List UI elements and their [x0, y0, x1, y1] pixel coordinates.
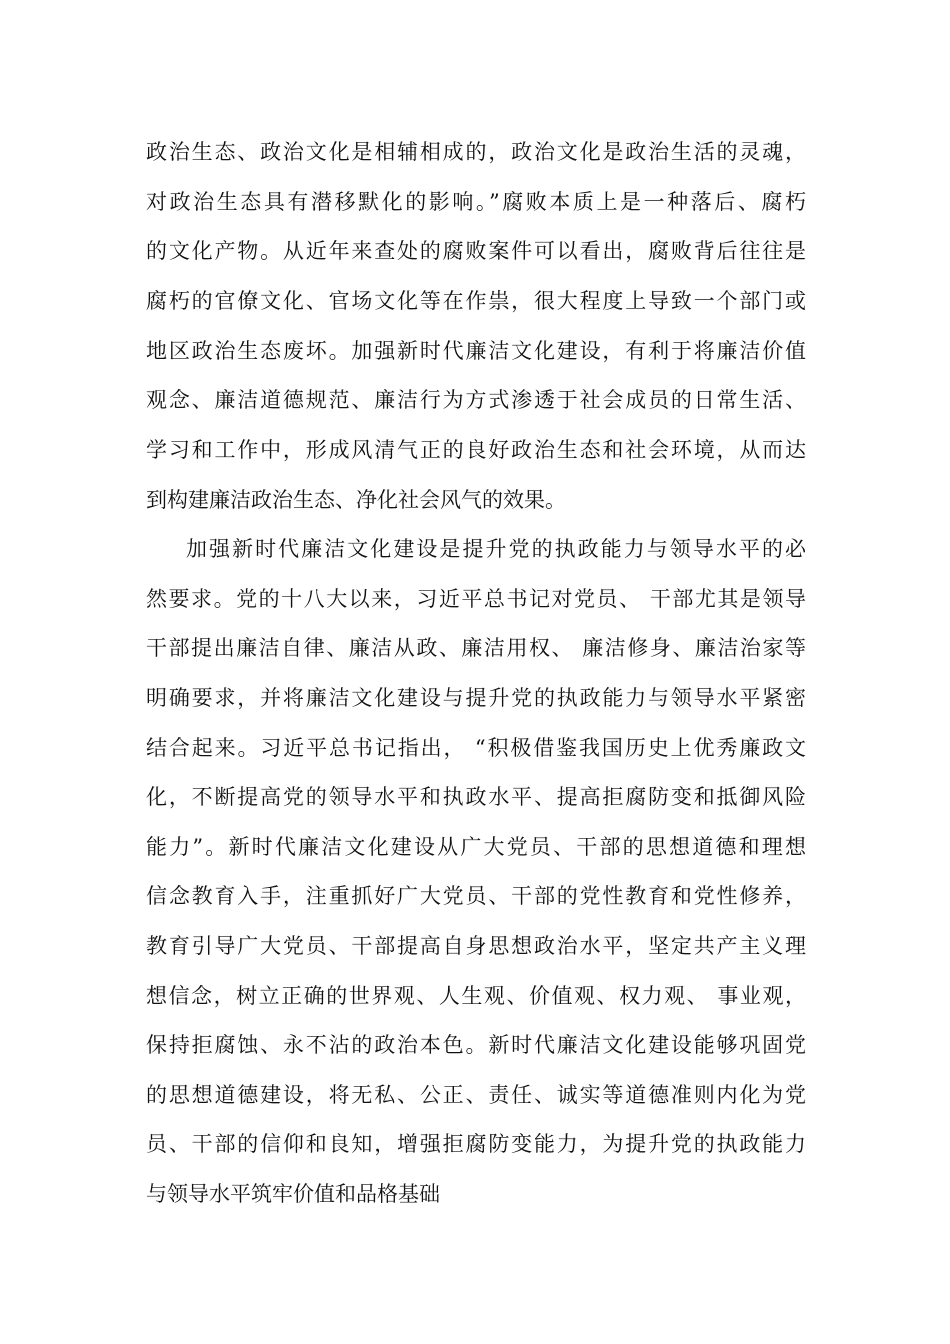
paragraph-1-line-1: 政治生态、政治文化是相辅相成的，政治文化是政治生活的灵魂，	[146, 140, 806, 164]
paragraph-2-line-8: 信念教育入手，注重抓好广大党员、干部的党性教育和党性修养，	[146, 884, 806, 908]
paragraph-2-line-2: 然要求。党的十八大以来，习近平总书记对党员、 干部尤其是领导	[146, 587, 806, 611]
paragraph-2-line-7: 能力”。新时代廉洁文化建设从广大党员、干部的思想道德和理想	[146, 835, 806, 859]
paragraph-2-line-12: 的思想道德建设，将无私、公正、责任、诚实等道德准则内化为党	[146, 1083, 806, 1107]
paragraph-1-line-7: 学习和工作中，形成风清气正的良好政治生态和社会环境，从而达	[146, 438, 806, 462]
paragraph-2-line-13: 员、干部的信仰和良知，增强拒腐防变能力，为提升党的执政能力	[146, 1132, 806, 1156]
paragraph-2-line-4: 明确要求，并将廉洁文化建设与提升党的执政能力与领导水平紧密	[146, 686, 806, 710]
paragraph-2-line-5: 结合起来。习近平总书记指出， “积极借鉴我国历史上优秀廉政文	[146, 736, 806, 760]
paragraph-1-line-5: 地区政治生态废坏。加强新时代廉洁文化建设，有利于将廉洁价值	[146, 339, 806, 363]
paragraph-2-line-10: 想信念，树立正确的世界观、人生观、价值观、权力观、 事业观，	[146, 984, 806, 1008]
paragraph-2-line-1: 加强新时代廉洁文化建设是提升党的执政能力与领导水平的必	[186, 537, 806, 561]
paragraph-2-line-9: 教育引导广大党员、干部提高自身思想政治水平，坚定共产主义理	[146, 934, 806, 958]
paragraph-1-line-4: 腐朽的官僚文化、官场文化等在作祟，很大程度上导致一个部门或	[146, 289, 806, 313]
paragraph-2-line-6: 化，不断提高党的领导水平和执政水平、提高拒腐防变和抵御风险	[146, 785, 806, 809]
paragraph-2-line-3: 干部提出廉洁自律、廉洁从政、廉洁用权、 廉洁修身、廉洁治家等	[146, 636, 806, 660]
paragraph-1-line-6: 观念、廉洁道德规范、廉洁行为方式渗透于社会成员的日常生活、	[146, 388, 806, 412]
paragraph-1-line-3: 的文化产物。从近年来查处的腐败案件可以看出，腐败背后往往是	[146, 239, 806, 263]
paragraph-1-line-2: 对政治生态具有潜移默化的影响。”腐败本质上是一种落后、腐朽	[146, 190, 806, 214]
paragraph-2-line-11: 保持拒腐蚀、永不沾的政治本色。新时代廉洁文化建设能够巩固党	[146, 1033, 806, 1057]
paragraph-1-line-8: 到构建廉洁政治生态、净化社会风气的效果。	[146, 488, 566, 512]
paragraph-2-line-14: 与领导水平筑牢价值和品格基础	[146, 1182, 440, 1206]
